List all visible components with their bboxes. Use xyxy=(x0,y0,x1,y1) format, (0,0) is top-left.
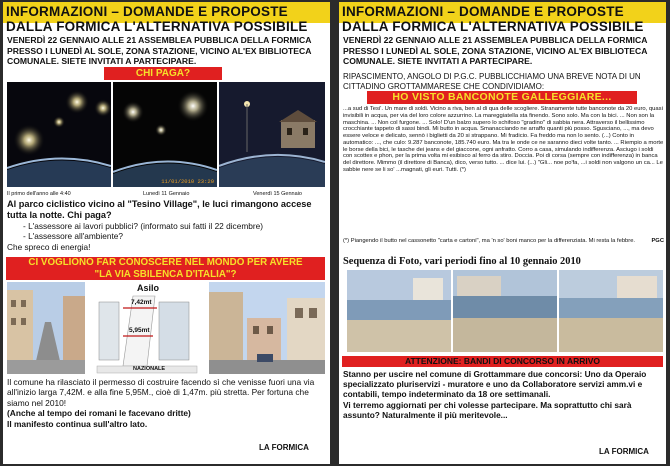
left-page xyxy=(3,2,330,464)
diagram-width-bottom: 5,95mt xyxy=(129,327,150,334)
notice-paragraph-1: Stanno per uscire nel comune di Grottammare due concorsi: Uno da Operaio specializzato pluriservizi - muratore e uno da Collaboratore servizi amm.vi e contabili, tempo indeterminato da 18 ore settimanali. xyxy=(343,369,647,400)
diagram-width-top: 7,42mt xyxy=(131,299,152,306)
headline-banconote xyxy=(367,91,637,104)
section2-note: (Anche al tempo dei romani le facevano dritte) xyxy=(7,408,191,419)
intro-text: VENERDÌ 22 GENNAIO ALLE 21 ASSEMBLEA PUBBLICA DELLA FORMICA PRESSO I LUNEDÌ AL SOLE, ZONA STAZIONE, VICINO AL'EX BIBLIOTECA COMUNALE. SIETE INVITATI A PARTECIPARE. xyxy=(7,35,312,66)
footnote-text: (*) Piangendo il butto nel cassonetto "carta e cartoni", ma 'n so' boni manco per la differenziata. Mi resta la febbre. xyxy=(343,238,636,244)
section1-body xyxy=(7,199,325,252)
notice-title-text: ATTENZIONE: BANDI DI CONCORSO IN ARRIVO xyxy=(404,356,601,366)
signature-right: LA FORMICA xyxy=(599,447,649,456)
footnote-signature: PGC xyxy=(651,238,664,244)
headline-text: HO VISTO BANCONOTE GALLEGGIARE... xyxy=(392,91,612,103)
section2-title-line-2: "LA VIA SBILENCA D'ITALIA"? xyxy=(94,268,237,280)
lead-text: RIPASCIMENTO, ANGOLO DI P.G.C. PUBBLICCHIAMO UNA BREVE NOTA DI UN CITTADINO GROTTAMMARESE CHE CONDIVIDIAMO: xyxy=(343,72,641,91)
section2-footer: Il manifesto continua sull'altro lato. xyxy=(7,418,148,429)
page-header xyxy=(342,4,664,34)
photo-street-2 xyxy=(209,282,325,374)
right-page xyxy=(339,2,666,464)
photo-beach-1-image xyxy=(347,270,451,352)
notice-title xyxy=(342,356,663,367)
notice-body xyxy=(343,369,664,420)
photos-title: Sequenza di Foto, vari periodi fino al 10 gennaio 2010 xyxy=(343,256,581,267)
header-line-2: DALLA FORMICA L'ALTERNATIVA POSSIBILE xyxy=(342,19,644,34)
photo-beach-2 xyxy=(453,270,557,352)
section-title-chi-paga xyxy=(104,67,222,80)
photo-beach-1 xyxy=(347,270,451,352)
story-footnote xyxy=(343,238,664,245)
photo-night-2 xyxy=(113,82,217,187)
caption-2: Lunedì 11 Gennaio xyxy=(143,191,190,197)
photo-street-1 xyxy=(7,282,85,374)
photo-street-1-image xyxy=(7,282,85,374)
photo-night-1 xyxy=(7,82,111,187)
section1-bullet-2: - L'assessore all'ambiente? xyxy=(23,231,124,242)
notice-paragraph-2: Vi terremo aggiornati per chi volesse partecipare. Ma soprattutto chi sarà assunto? Naturalmente il più meritevole... xyxy=(343,399,632,420)
section2-body xyxy=(7,377,327,429)
intro-text: VENERDÌ 22 GENNAIO ALLE 21 ASSEMBLEA PUBBLICA DELLA FORMICA PRESSO I LUNEDÌ AL SOLE, ZONA STAZIONE, VICINO AL'EX BIBLIOTECA COMUNALE. SIETE INVITATI A PARTECIPARE. xyxy=(343,35,648,66)
header-line-1: INFORMAZIONI – DOMANDE E PROPOSTE xyxy=(6,4,288,19)
photo-timestamp: 11/01/2010 23:20 xyxy=(161,178,214,185)
section-title-via-sbilenca xyxy=(6,257,325,280)
header-line-2: DALLA FORMICA L'ALTERNATIVA POSSIBILE xyxy=(6,19,308,34)
caption-3: Venerdì 15 Gennaio xyxy=(253,191,302,197)
section2-title-line-1: CI VOGLIONO FAR CONOSCERE NEL MONDO PER AVERE xyxy=(28,257,303,268)
photo-night-1-image xyxy=(7,82,111,187)
section1-bullet-1: - L'assessore ai lavori pubblici? (informato sui fatti il 22 dicembre) xyxy=(23,221,263,231)
caption-1: Il primo dell'anno alle 4:40 xyxy=(7,191,71,197)
page-header xyxy=(6,4,328,34)
section-title-text: CHI PAGA? xyxy=(135,68,191,79)
section2-paragraph: Il comune ha rilasciato il permesso di costruire facendo sì che venisse fuori una via all'inizio larga 7,42M. e alla fine 5,95M., cioè di 1,47m. più stretta. Per fortuna che siamo nel 2010! xyxy=(7,377,315,408)
section1-paragraph: Al parco ciclistico vicino al "Tesino Village", le luci rimangono accese tutta la notte. Chi paga? xyxy=(7,199,312,220)
section1-closing: Che spreco di energia! xyxy=(7,241,91,252)
photo-beach-3 xyxy=(559,270,663,352)
story-text: ...a sud di Tesi'. Un mare di soldi. Vicino a riva, ben al di qua delle scogliere. Stranamente tutte banconote da 20 euro, quasi invisibili in acqua, per via del loro colore azzurrino. La mareggiatella sta finendo. Sono solo. Ma con la bici. ... Non son la maschina. ... Non col furgone. ... Solo! D'un balzo supero lo schifoso "gradino" di sabbia nera. Attraverso il bellissimo crocchiante tappeto di sassi bindi. Mi butto in acqua. Smanacciando ne arraffo quanti più posso. Sgusciano, ..., ma devo essere veloce e delicato, sennò i biglietti da 20 si strappano. Mi fradicio. Fa freddo ma non lo sento. (...) Conto in automatico: ..., che culo: 9.287 banconote, 185.740 euro. Ma tra le onde ce ne saranno dieci volte tanto. ... Riempio a morte le borse della bici, le tasche dei jeans e del giaccone, ogni anfratto. Corro a casa, simulando indifferenza. Asciugo i soldi con scottex e phon, per la prima volta mi esibisco al ferro da stiro. Doccia. Poi di corsa (sempre con indifferenza) in banca del direttore. Mimmo (il direttore di Banca), dico, verso tutto. ... dice lui. (...) "Gli... noe po'fa, ...i soldi non valgono un ca... Le sabbie nere se li so' ...magnati, gli euri. Tutti. (*) xyxy=(343,106,664,173)
diagram-label-asilo: Asilo xyxy=(137,283,160,293)
photo-night-3 xyxy=(219,82,325,187)
header-line-1: INFORMAZIONI – DOMANDE E PROPOSTE xyxy=(342,4,624,19)
photo-beach-2-image xyxy=(453,270,557,352)
photo-beach-3-image xyxy=(559,270,663,352)
signature-left: LA FORMICA xyxy=(259,443,309,452)
photo-street-2-image xyxy=(209,282,325,374)
street-diagram xyxy=(93,282,203,374)
photo-night-3-image xyxy=(219,82,325,187)
diagram-road-label: NAZIONALE xyxy=(133,366,166,372)
photo-night-2-image xyxy=(113,82,217,187)
